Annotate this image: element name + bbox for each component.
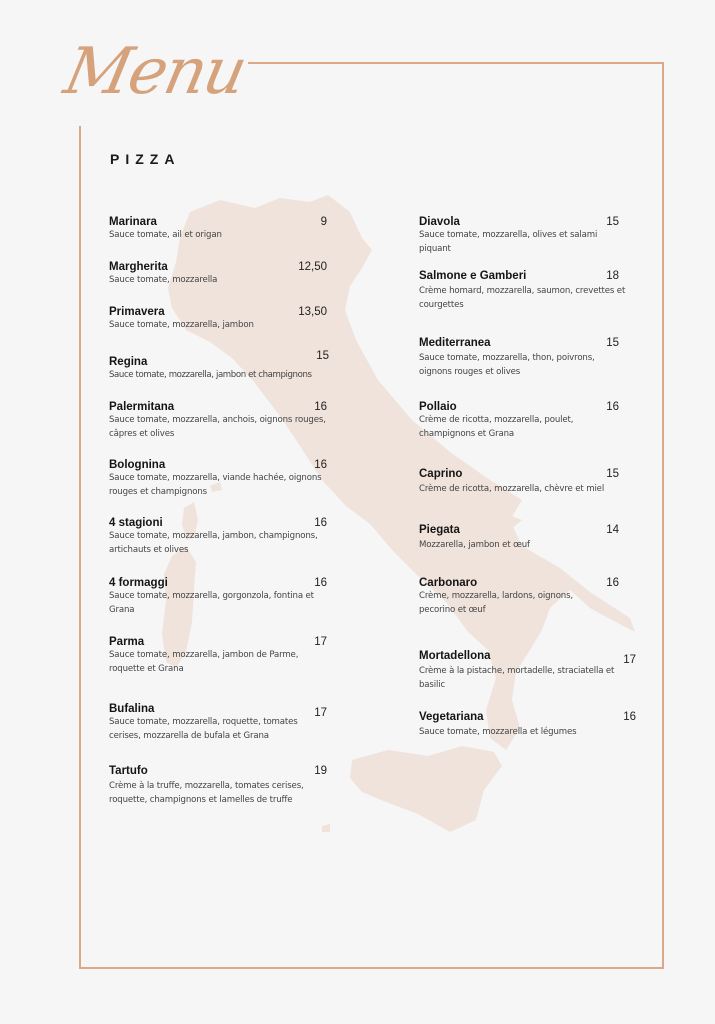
item-description: Sauce tomate, mozzarella, jambon bbox=[109, 320, 254, 330]
item-price: 16 bbox=[606, 401, 619, 413]
frame-bottom-line bbox=[79, 967, 664, 969]
menu-item bbox=[419, 650, 636, 692]
item-price: 17 bbox=[314, 707, 327, 719]
menu-title: Menu bbox=[58, 35, 252, 109]
item-description: Sauce tomate, mozzarella, gorgonzola, fontina et Grana bbox=[109, 591, 314, 615]
item-name: Margherita bbox=[109, 261, 168, 273]
menu-item bbox=[109, 401, 327, 441]
item-name: Pollaio bbox=[419, 401, 457, 413]
item-description: Sauce tomate, mozzarella, olives et salami piquant bbox=[419, 230, 598, 254]
item-price: 16 bbox=[314, 459, 327, 471]
section-title-pizza: PIZZA bbox=[110, 151, 181, 167]
item-name: Primavera bbox=[109, 306, 165, 318]
item-description: Sauce tomate, mozzarella bbox=[109, 275, 218, 285]
item-price: 17 bbox=[314, 636, 327, 648]
item-price: 15 bbox=[316, 350, 329, 362]
menu-item bbox=[419, 577, 619, 617]
menu-item bbox=[109, 517, 327, 557]
item-description: Sauce tomate, mozzarella, viande hachée, oignons rouges et champignons bbox=[109, 473, 322, 497]
menu-item bbox=[419, 468, 619, 497]
item-price: 17 bbox=[623, 654, 636, 666]
item-name: Bolognina bbox=[109, 459, 166, 471]
menu-item bbox=[419, 270, 626, 312]
item-description: Sauce tomate, mozzarella, jambon de Parme, roquette et Grana bbox=[109, 650, 299, 674]
item-name: Marinara bbox=[109, 216, 157, 228]
item-name: Bufalina bbox=[109, 703, 155, 715]
item-price: 15 bbox=[606, 468, 619, 480]
item-description: Sauce tomate, mozzarella, anchois, oignons rouges, câpres et olives bbox=[109, 415, 326, 439]
item-name: 4 formaggi bbox=[109, 577, 168, 589]
item-description: Crème, mozzarella, lardons, oignons, pecorino et œuf bbox=[419, 591, 574, 615]
item-description: Sauce tomate, mozzarella, roquette, tomates cerises, mozzarella de bufala et Grana bbox=[109, 717, 298, 741]
item-price: 19 bbox=[314, 765, 327, 777]
item-description: Sauce tomate, ail et origan bbox=[109, 230, 222, 240]
menu-item bbox=[419, 524, 619, 553]
item-price: 13,50 bbox=[298, 306, 327, 318]
frame-left-line bbox=[79, 126, 81, 969]
item-description: Sauce tomate, mozzarella, jambon et champignons bbox=[109, 370, 312, 380]
item-name: Mortadellona bbox=[419, 650, 491, 662]
menu-item bbox=[109, 459, 327, 499]
item-name: Carbonaro bbox=[419, 577, 478, 589]
item-price: 15 bbox=[606, 216, 619, 228]
item-price: 16 bbox=[623, 711, 636, 723]
item-price: 14 bbox=[606, 524, 619, 536]
item-name: Vegetariana bbox=[419, 711, 484, 723]
item-name: Caprino bbox=[419, 468, 463, 480]
item-description: Crème homard, mozzarella, saumon, crevettes et courgettes bbox=[419, 286, 626, 310]
menu-item bbox=[109, 577, 327, 617]
item-price: 16 bbox=[314, 401, 327, 413]
menu-item bbox=[109, 261, 327, 288]
frame-top-line bbox=[248, 62, 664, 64]
item-description: Crème à la truffe, mozzarella, tomates cerises, roquette, champignons et lamelles de truffe bbox=[109, 781, 304, 805]
item-price: 16 bbox=[314, 577, 327, 589]
menu-item bbox=[109, 636, 327, 676]
item-price: 9 bbox=[320, 216, 327, 228]
item-description: Crème à la pistache, mortadelle, straciatella et basilic bbox=[419, 666, 615, 690]
item-description: Sauce tomate, mozzarella et légumes bbox=[419, 727, 577, 737]
menu-item bbox=[419, 337, 619, 379]
item-price: 18 bbox=[606, 270, 619, 282]
item-description: Crème de ricotta, mozzarella, poulet, champignons et Grana bbox=[419, 415, 574, 439]
menu-item bbox=[109, 216, 327, 243]
menu-item bbox=[109, 703, 327, 743]
menu-item bbox=[419, 711, 636, 740]
item-name: Regina bbox=[109, 356, 148, 368]
item-price: 16 bbox=[314, 517, 327, 529]
item-price: 16 bbox=[606, 577, 619, 589]
menu-item bbox=[109, 306, 327, 333]
menu-item bbox=[109, 765, 327, 807]
menu-item bbox=[419, 401, 619, 441]
item-price: 15 bbox=[606, 337, 619, 349]
item-name: Diavola bbox=[419, 216, 460, 228]
item-price: 12,50 bbox=[298, 261, 327, 273]
item-name: Tartufo bbox=[109, 765, 148, 777]
item-description: Sauce tomate, mozzarella, thon, poivrons, oignons rouges et olives bbox=[419, 353, 595, 377]
item-name: 4 stagioni bbox=[109, 517, 163, 529]
item-name: Palermitana bbox=[109, 401, 175, 413]
menu-item bbox=[109, 350, 329, 383]
item-name: Parma bbox=[109, 636, 145, 648]
item-name: Piegata bbox=[419, 524, 460, 536]
menu-item bbox=[419, 216, 619, 256]
item-description: Sauce tomate, mozzarella, jambon, champignons, artichauts et olives bbox=[109, 531, 318, 555]
item-description: Mozzarella, jambon et œuf bbox=[419, 540, 530, 550]
frame-right-line bbox=[662, 62, 664, 969]
item-description: Crème de ricotta, mozzarella, chèvre et miel bbox=[419, 484, 605, 494]
item-name: Salmone e Gamberi bbox=[419, 270, 527, 282]
item-name: Mediterranea bbox=[419, 337, 491, 349]
